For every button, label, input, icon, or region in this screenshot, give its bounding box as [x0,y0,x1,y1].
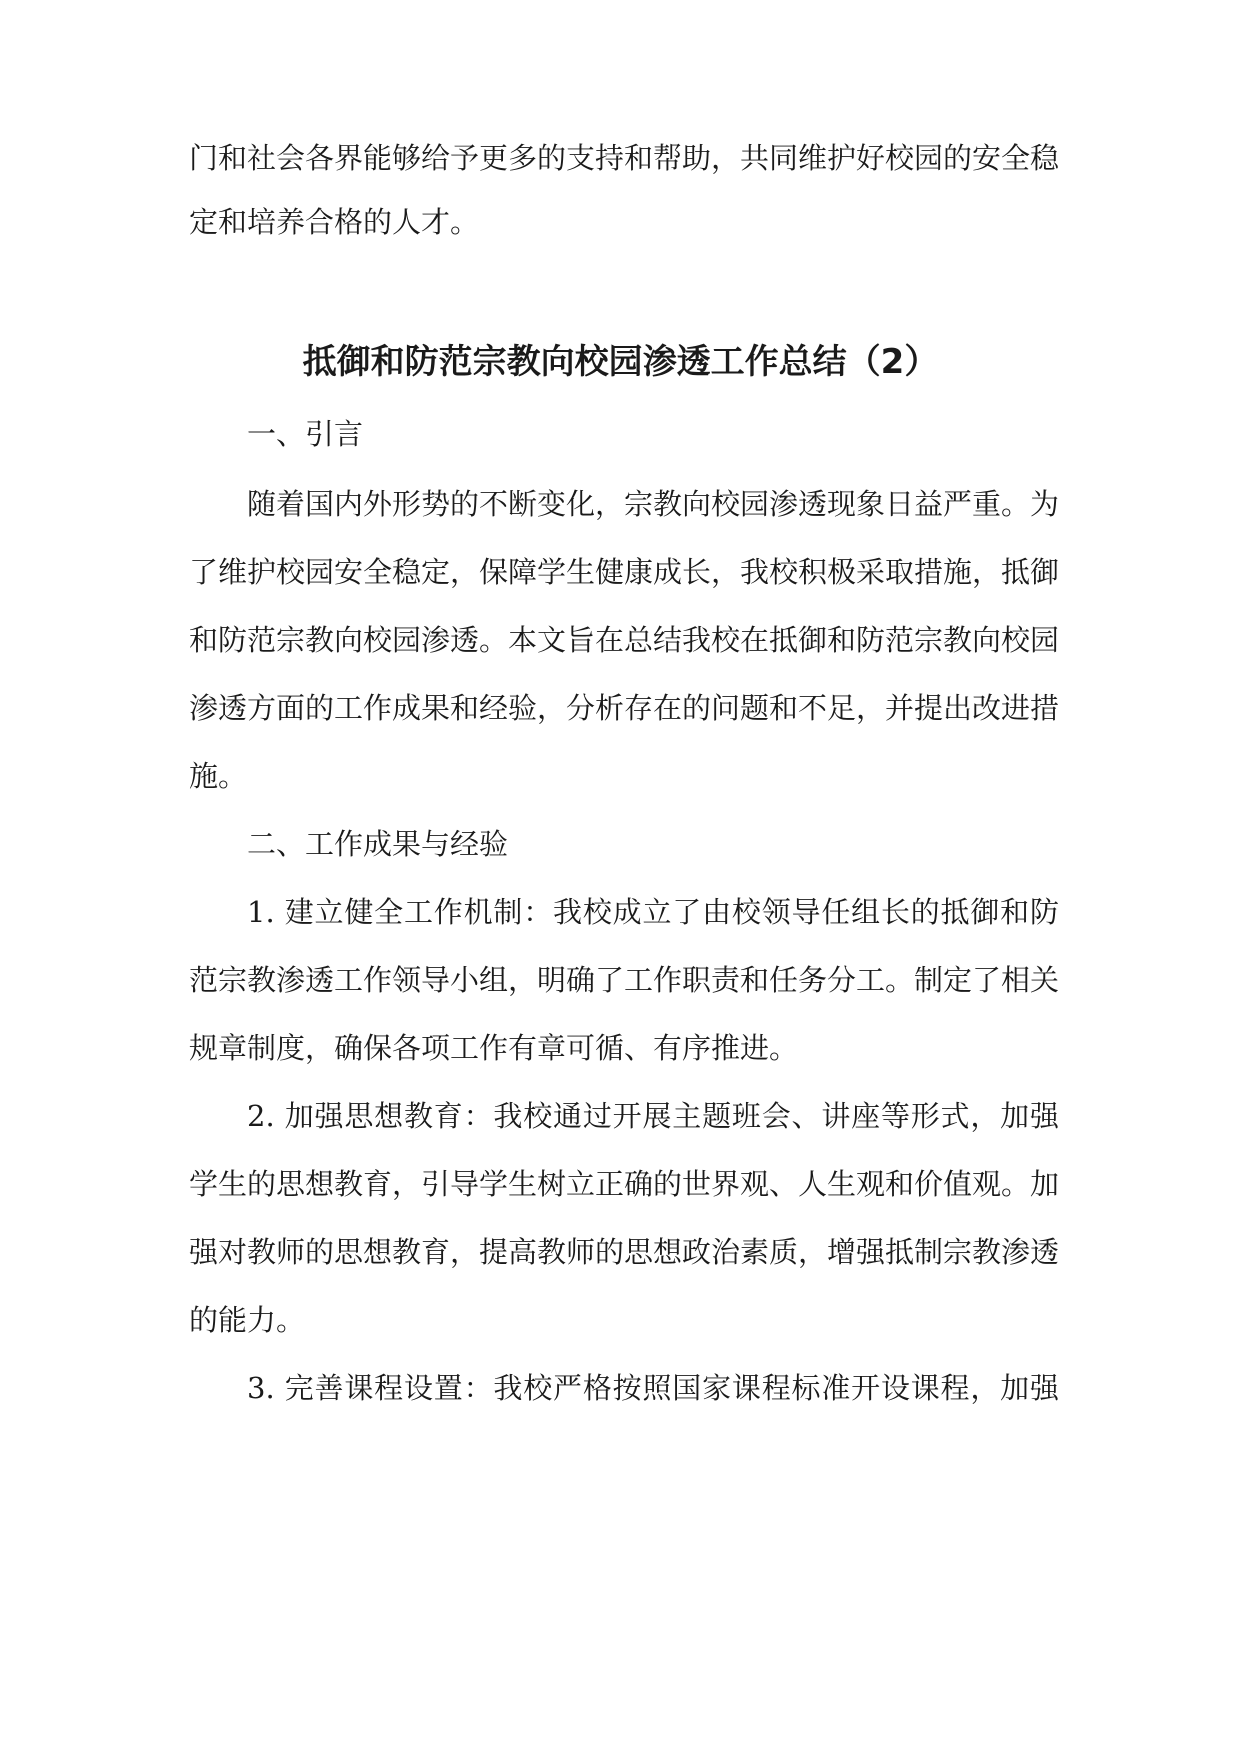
document-title: 抵御和防范宗教向校园渗透工作总结（2） [302,342,939,382]
list-item-line: 范宗教渗透工作领导小组，明确了工作职责和任务分工。制定了相关 [189,963,1060,997]
list-item-line: 强对教师的思想教育，提高教师的思想政治素质，增强抵制宗教渗透 [189,1235,1060,1269]
list-item-line: 1. 建立健全工作机制：我校成立了由校领导任组长的抵御和防 [247,895,1059,929]
body-line: 了维护校园安全稳定，保障学生健康成长，我校积极采取措施，抵御 [189,555,1060,589]
list-item-line: 规章制度，确保各项工作有章可循、有序推进。 [189,1031,799,1065]
body-line: 门和社会各界能够给予更多的支持和帮助，共同维护好校园的安全稳 [189,141,1060,175]
body-line: 和防范宗教向校园渗透。本文旨在总结我校在抵御和防范宗教向校园 [189,623,1060,657]
list-item-line: 2. 加强思想教育：我校通过开展主题班会、讲座等形式，加强 [247,1099,1059,1133]
section-heading: 二、工作成果与经验 [247,827,509,861]
body-line: 施。 [189,759,248,793]
body-line: 随着国内外形势的不断变化，宗教向校园渗透现象日益严重。为 [247,487,1060,521]
body-line: 定和培养合格的人才。 [189,205,480,239]
section-heading: 一、引言 [247,417,364,451]
list-item-line: 学生的思想教育，引导学生树立正确的世界观、人生观和价值观。加 [189,1167,1060,1201]
list-item-line: 的能力。 [189,1303,306,1337]
body-line: 渗透方面的工作成果和经验，分析存在的问题和不足，并提出改进措 [189,691,1060,725]
list-item-line: 3. 完善课程设置：我校严格按照国家课程标准开设课程，加强 [247,1371,1059,1405]
